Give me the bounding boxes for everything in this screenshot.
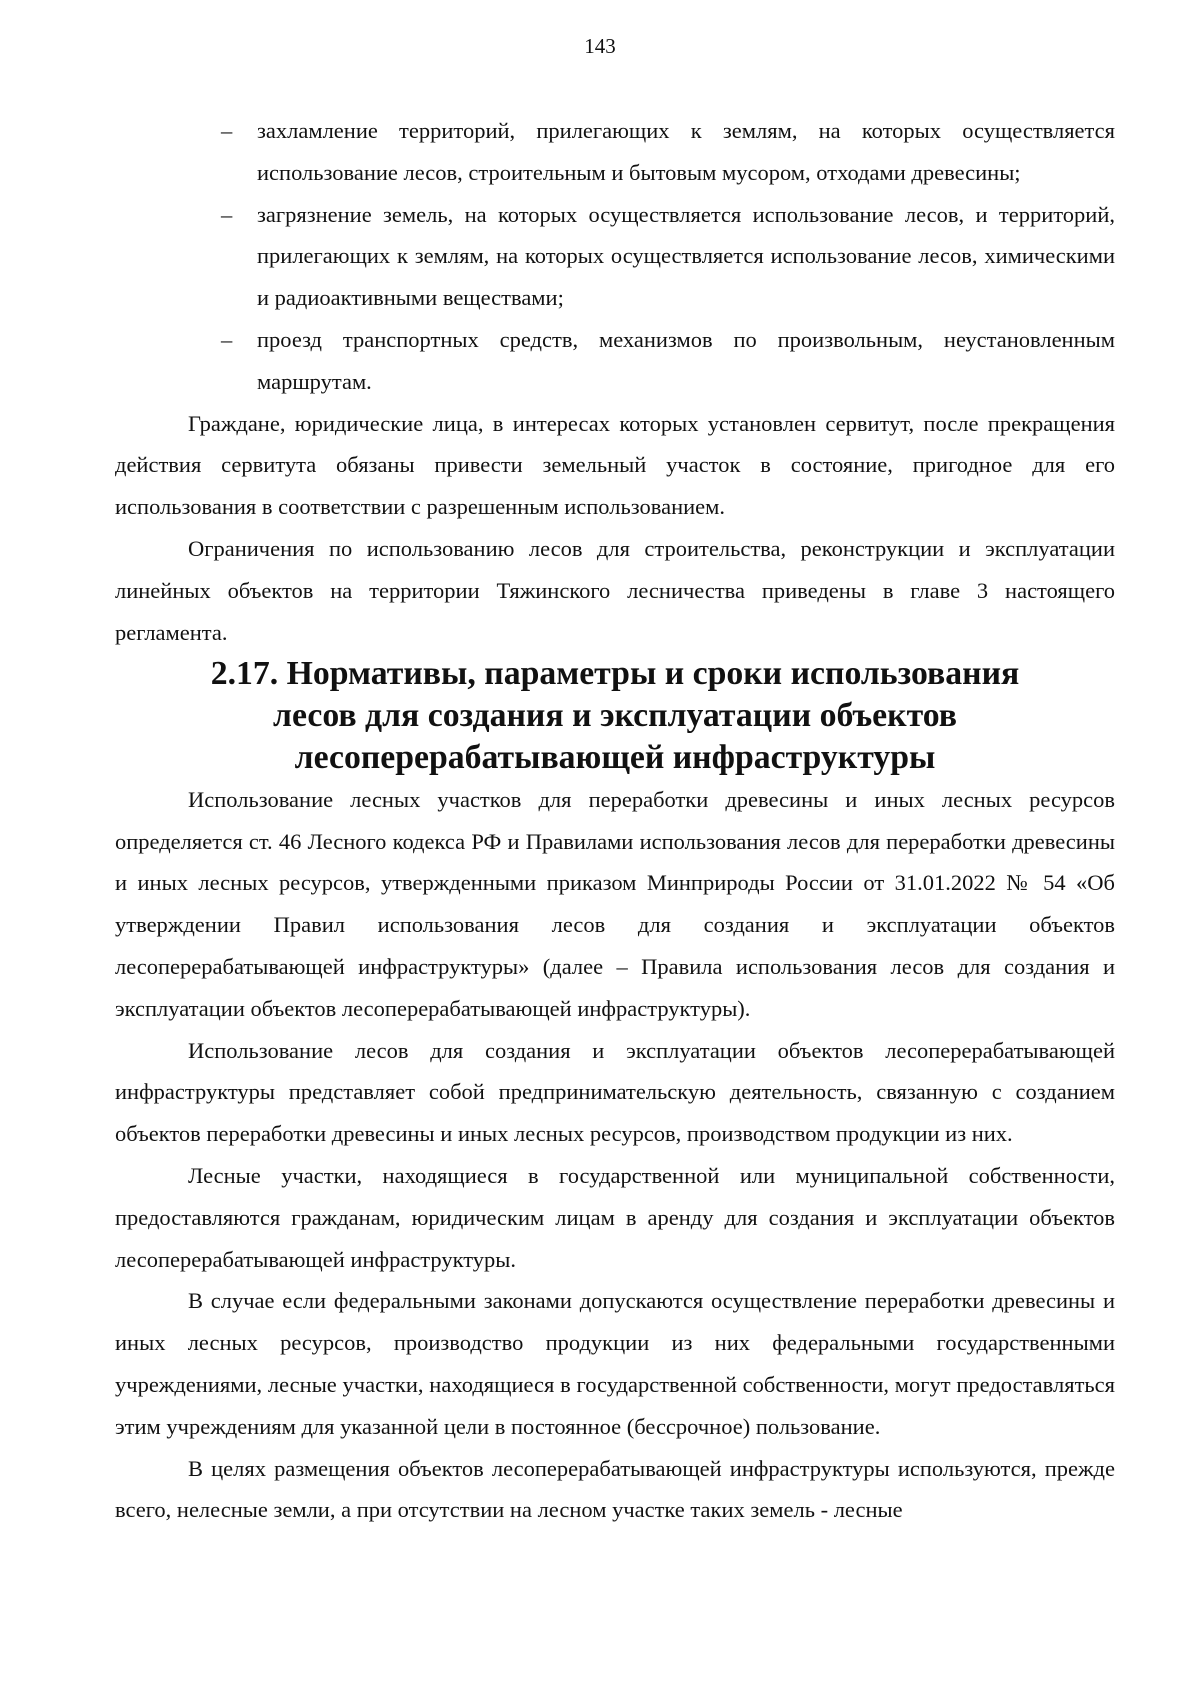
bullet-text: загрязнение земель, на которых осуществляется использование лесов, и территорий, прилегающих к землям, на которых осуществляется использование лесов, химическими и радиоактивными веществами; xyxy=(257,201,1115,311)
paragraph: В целях размещения объектов лесоперерабатывающей инфраструктуры используются, прежде всего, нелесные земли, а при отсутствии на лесном участке таких земель - лесные xyxy=(115,1455,1115,1523)
paragraph: Лесные участки, находящиеся в государственной или муниципальной собственности, предоставляются гражданам, юридическим лицам в аренду для создания и эксплуатации объектов лесоперерабатывающей инфраструктуры. xyxy=(115,1162,1115,1272)
paragraph: Граждане, юридические лица, в интересах которых установлен сервитут, после прекращения действия сервитута обязаны привести земельный участок в состояние, пригодное для его использования в соответствии с разрешенным использованием. xyxy=(115,410,1115,520)
page-number: 143 xyxy=(584,34,616,58)
page-content xyxy=(115,110,1115,1531)
bullet-text: проезд транспортных средств, механизмов по произвольным, неустановленным маршрутам. xyxy=(257,326,1115,394)
bullet-dash: – xyxy=(221,118,233,143)
bullet-dash: – xyxy=(221,326,233,352)
paragraph: В случае если федеральными законами допускаются осуществление переработки древесины и иных лесных ресурсов, производство продукции из них федеральными государственными учреждениями, лесные участки, находящиеся в государственной собственности, могут предоставляться этим учреждениям для указанной цели в постоянное (бессрочное) пользование. xyxy=(115,1288,1115,1439)
bullet-item xyxy=(115,110,1115,194)
bullet-list xyxy=(115,110,1115,403)
bullet-text: захламление территорий, прилегающих к землям, на которых осуществляется использование лесов, строительным и бытовым мусором, отходами древесины; xyxy=(257,118,1115,185)
paragraph: Использование лесных участков для переработки древесины и иных лесных ресурсов определяется ст. 46 Лесного кодекса РФ и Правилами использования лесов для переработки древесины и иных лесных ресурсов, утвержденными приказом Минприроды России от 31.01.2022 № 54 «Об утверждении Правил использования лесов для создания и эксплуатации объектов лесоперерабатывающей инфраструктуры» (далее – Правила использования лесов для создания и эксплуатации объектов лесоперерабатывающей инфраструктуры). xyxy=(115,786,1115,1021)
paragraph: Использование лесов для создания и эксплуатации объектов лесоперерабатывающей инфраструктуры представляет собой предпринимательскую деятельность, связанную с созданием объектов переработки древесины и иных лесных ресурсов, производством продукции из них. xyxy=(115,1037,1115,1147)
section-heading: 2.17. Нормативы, параметры и сроки использования лесов для создания и эксплуатации объектов лесоперерабатывающей инфраструктуры xyxy=(210,655,1020,776)
paragraph: Ограничения по использованию лесов для строительства, реконструкции и эксплуатации линейных объектов на территории Тяжинского лесничества приведены в главе 3 настоящего регламента. xyxy=(115,535,1115,645)
bullet-item xyxy=(115,194,1115,319)
bullet-dash: – xyxy=(221,201,233,227)
bullet-item xyxy=(115,319,1115,403)
